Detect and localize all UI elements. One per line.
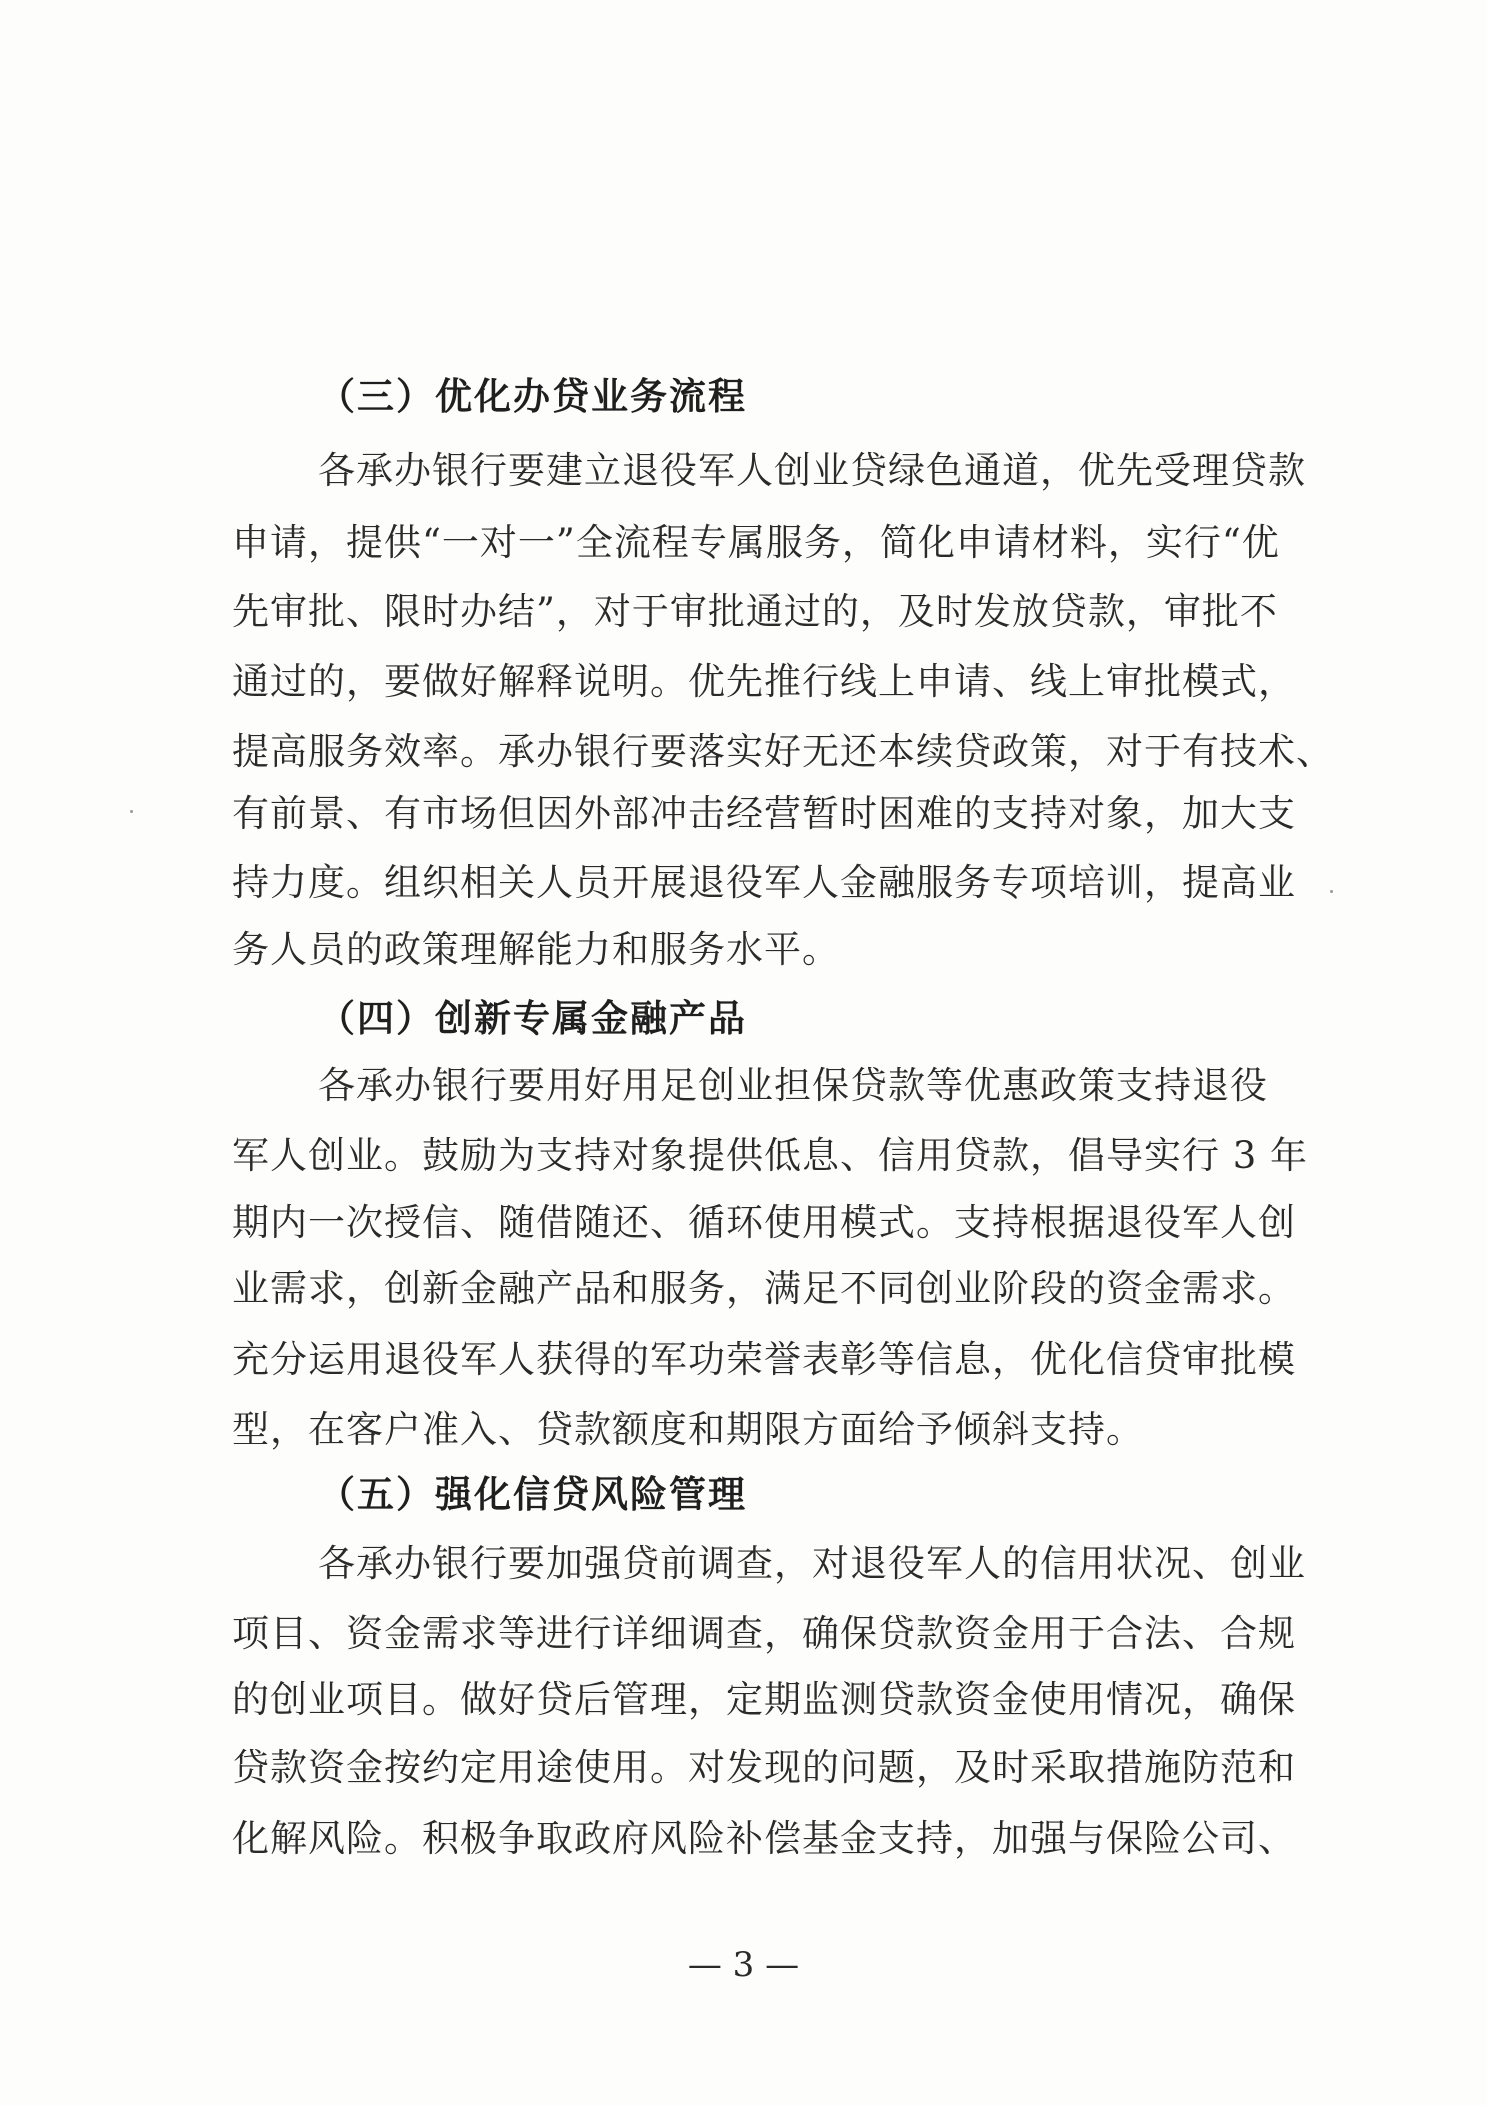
page-number: — 3 — [687,1945,800,1985]
paragraph-line: 的创业项目。做好贷后管理，定期监测贷款资金使用情况，确保 [232,1678,1296,1721]
paragraph-line: 期内一次授信、随借随还、循环使用模式。支持根据退役军人创 [232,1201,1296,1244]
paragraph-line: 充分运用退役军人获得的军功荣誉表彰等信息，优化信贷审批模 [232,1338,1296,1381]
paragraph-line: 申请，提供“一对一”全流程专属服务，简化申请材料，实行“优 [232,521,1280,564]
paragraph-line: 有前景、有市场但因外部冲击经营暂时困难的支持对象，加大支 [232,792,1296,835]
paragraph-line: 提高服务效率。承办银行要落实好无还本续贷政策，对于有技术、 [232,730,1334,773]
paragraph-line: 先审批、限时办结”，对于审批通过的，及时发放贷款，审批不 [232,590,1278,633]
paragraph-line: 各承办银行要用好用足创业担保贷款等优惠政策支持退役 [318,1064,1268,1107]
paragraph-line: 项目、资金需求等进行详细调查，确保贷款资金用于合法、合规 [232,1612,1296,1655]
paragraph-line: 务人员的政策理解能力和服务水平。 [232,928,840,971]
paragraph-line: 化解风险。积极争取政府风险补偿基金支持，加强与保险公司、 [232,1817,1296,1860]
section-heading-4: （四）创新专属金融产品 [318,997,747,1040]
paragraph-line: 业需求，创新金融产品和服务，满足不同创业阶段的资金需求。 [232,1267,1296,1310]
paragraph-line: 各承办银行要建立退役军人创业贷绿色通道，优先受理贷款 [318,449,1306,492]
section-heading-3: （三）优化办贷业务流程 [318,375,747,418]
paragraph-line: 通过的，要做好解释说明。优先推行线上申请、线上审批模式， [232,660,1296,703]
paragraph-line: 持力度。组织相关人员开展退役军人金融服务专项培训，提高业 [232,861,1296,904]
paragraph-line: 各承办银行要加强贷前调查，对退役军人的信用状况、创业 [318,1542,1306,1585]
scan-speck [130,810,133,813]
paragraph-line: 军人创业。鼓励为支持对象提供低息、信用贷款，倡导实行 3 年 [232,1134,1309,1177]
paragraph-line: 贷款资金按约定用途使用。对发现的问题，及时采取措施防范和 [232,1746,1296,1789]
scan-speck [1330,890,1333,893]
paragraph-line: 型，在客户准入、贷款额度和期限方面给予倾斜支持。 [232,1408,1144,1451]
section-heading-5: （五）强化信贷风险管理 [318,1473,747,1516]
